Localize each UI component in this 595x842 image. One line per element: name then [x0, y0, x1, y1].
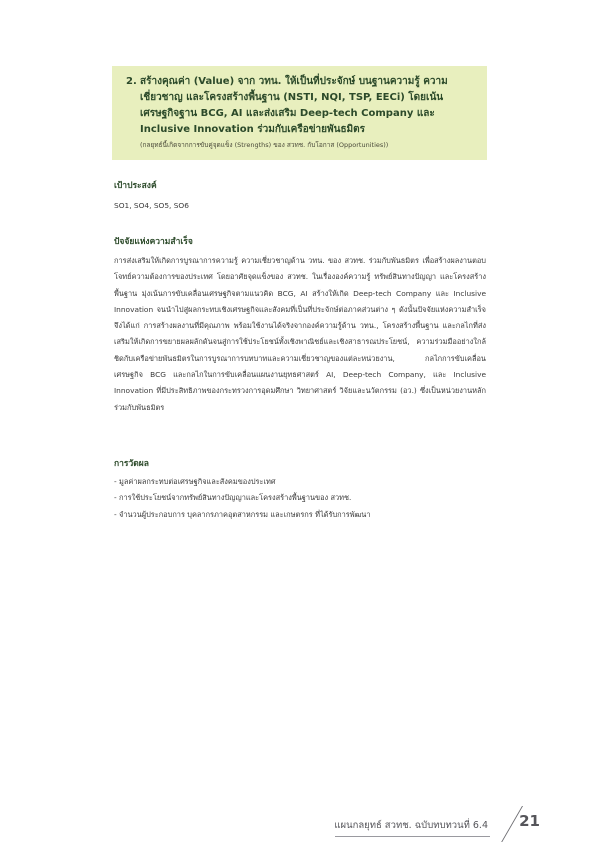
objective-section [114, 180, 486, 212]
success-factors-section [114, 236, 486, 416]
success-factors-heading: ปัจจัยแห่งความสำเร็จ [114, 237, 193, 247]
strategy-heading-row [126, 74, 475, 138]
measures-section [114, 458, 486, 523]
page-number: 21 [519, 812, 540, 830]
objective-heading: เป้าประสงค์ [114, 181, 157, 191]
measure-item: - การใช้ประโยชน์จากทรัพย์สินทางปัญญาและโครงสร้างพื้นฐานของ สวทช. [114, 493, 352, 503]
measures-heading: การวัดผล [114, 459, 149, 469]
page-footer [335, 806, 550, 842]
strategy-number: 2. [126, 76, 137, 87]
measure-item: - มูลค่าผลกระทบต่อเศรษฐกิจและสังคมของประเทศ [114, 477, 276, 486]
strategy-title: สร้างคุณค่า (Value) จาก วทน. ให้เป็นที่ประจักษ์ บนฐานความรู้ ความเชี่ยวชาญ และโครงสร้างพื้นฐาน (NSTI, NQI, TSP, EECi) โดยเน้นเศรษฐกิจฐาน BCG, AI และส่งเสริม Deep-tech Company และ Inclusive Innovation ร่วมกับเครือข่ายพันธมิตร [140, 76, 448, 135]
success-factors-text: การส่งเสริมให้เกิดการบูรณาการความรู้ ความเชี่ยวชาญด้าน วทน. ของ สวทช. ร่วมกับพันธมิตร เพื่อสร้างผลงานตอบโจทย์ความต้องการของประเทศ โดยอาศัยจุดแข็งของ สวทช. ในเรื่ององค์ความรู้ ทรัพย์สินทางปัญญา และโครงสร้างพื้นฐาน มุ่งเน้นการขับเคลื่อนเศรษฐกิจตามแนวคิด BCG, AI สร้างให้เกิด Deep-tech Company และ Inclusive Innovation จนนำไปสู่ผลกระทบเชิงเศรษฐกิจและสังคมที่เป็นที่ประจักษ์ต่อภาคส่วนต่าง ๆ ดังนั้นปัจจัยแห่งความสำเร็จ จึงได้แก่ การสร้างผลงานที่มีคุณภาพ พร้อมใช้งานได้จริงจากองค์ความรู้ด้าน วทน., โครงสร้างพื้นฐาน และกลไกที่ส่งเสริมให้เกิดการขยายผลผลักดันจนสู่การใช้ประโยชน์ทั้งเชิงพาณิชย์และเชิงสาธารณประโยชน์, ความร่วมมืออย่างใกล้ชิดกับเครือข่ายพันธมิตรในการบูรณาการบทบาทและความเชี่ยวชาญของแต่ละหน่วยงาน, กลไกการขับเคลื่อนเศรษฐกิจ BCG และกลไกในการขับเคลื่อนแผนงานยุทธศาสตร์ AI, Deep-tech Company, และ Inclusive Innovation ที่มีประสิทธิภาพของกระทรวงการอุดมศึกษา วิทยาศาสตร์ วิจัยและนวัตกรรม (อว.) ซึ่งเป็นหน่วยงานหลัก ร่วมกับพันธมิตร [114, 256, 486, 412]
measure-item: - จำนวนผู้ประกอบการ บุคลากรภาคอุตสาหกรรม และเกษตรกร ที่ได้รับการพัฒนา [114, 509, 371, 519]
footer-rule [335, 836, 490, 837]
objective-value: SO1, SO4, SO5, SO6 [114, 201, 189, 210]
strategy-note: (กลยุทธ์นี้เกิดจากการขับคู่จุดแข็ง (Strengths) ของ สวทช. กับโอกาส (Opportunities)) [140, 141, 389, 149]
measures-list [114, 474, 486, 523]
strategy-banner [112, 66, 487, 160]
footer-title: แผนกลยุทธ์ สวทช. ฉบับทบทวนที่ 6.4 [334, 820, 488, 831]
